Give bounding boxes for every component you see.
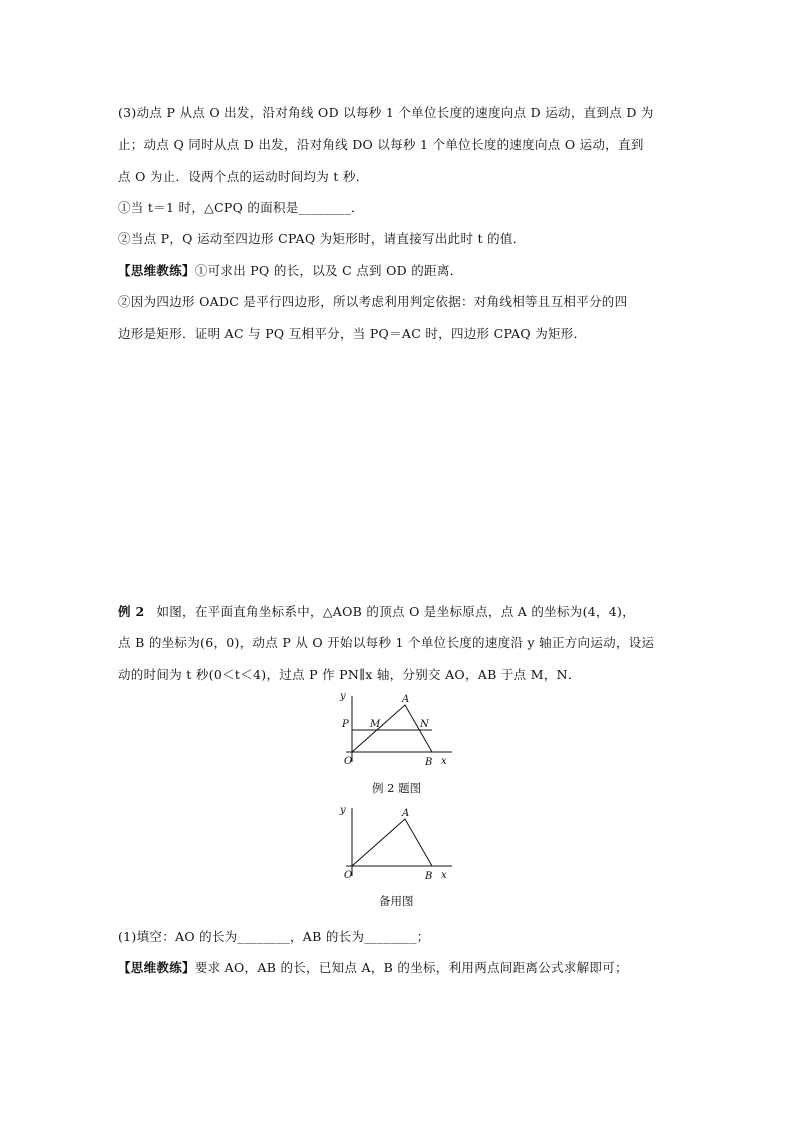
hint-label: 【思维教练】 <box>118 960 195 975</box>
example2-text-1: 如图，在平面直角坐标系中，△AOB 的顶点 O 是坐标原点，点 A 的坐标为(4，4)， <box>156 604 636 619</box>
example2-line-1 <box>118 602 635 620</box>
fig2-label-o: O <box>344 870 353 881</box>
part3-hint-2-line-2: 边形是矩形．证明 AC 与 PQ 互相平分，当 PQ＝AC 时，四边形 CPAQ 为矩形． <box>118 326 587 341</box>
fig1-label-x: x <box>441 756 447 767</box>
fig1-label-m: M <box>370 719 381 730</box>
triangle-aob <box>352 819 432 866</box>
example2-figure <box>336 690 456 768</box>
example2-hint <box>118 958 628 976</box>
figure-1-caption: 例 2 题图 <box>372 781 422 795</box>
part3-hint-2-line-1: ②因为四边形 OADC 是平行四边形，所以考虑利用判定依据：对角线相等且互相平分的四 <box>118 294 628 309</box>
fig1-label-b: B <box>425 757 433 768</box>
part3-line-1: (3)动点 P 从点 O 出发，沿对角线 OD 以每秒 1 个单位长度的速度向点 D 运动，直到点 D 为 <box>118 105 654 120</box>
part3-question-1: ①当 t＝1 时，△CPQ 的面积是________． <box>118 200 364 215</box>
example2-question-1: (1)填空：AO 的长为________，AB 的长为________； <box>118 929 430 944</box>
part3-question-2: ②当点 P，Q 运动至四边形 CPAQ 为矩形时，请直接写出此时 t 的值． <box>118 231 526 246</box>
fig1-label-n: N <box>420 719 429 730</box>
fig1-label-o: O <box>344 756 353 767</box>
hint-text: ①可求出 PQ 的长，以及 C 点到 OD 的距离． <box>194 263 463 278</box>
part3-line-3: 点 O 为止．设两个点的运动时间均为 t 秒． <box>118 169 369 184</box>
figure-2-caption: 备用图 <box>379 894 414 908</box>
fig2-label-a: A <box>402 808 410 819</box>
example2-line-2: 点 B 的坐标为(6，0)，动点 P 从 O 开始以每秒 1 个单位长度的速度沿 y 轴正方向运动，设运 <box>118 635 655 650</box>
part3-line-2: 止；动点 Q 同时从点 D 出发，沿对角线 DO 以每秒 1 个单位长度的速度向点 O 运动，直到 <box>118 137 644 152</box>
fig1-label-a: A <box>402 694 410 705</box>
hint-label: 【思维教练】 <box>118 263 195 278</box>
spare-figure <box>336 802 456 882</box>
example2-line-3: 动的时间为 t 秒(0＜t＜4)，过点 P 作 PN∥x 轴，分别交 AO，AB 于点 M，N． <box>118 667 581 682</box>
fig1-label-p: P <box>342 719 349 730</box>
fig2-label-x: x <box>441 870 447 881</box>
fig2-label-b: B <box>425 871 433 882</box>
fig2-label-y: y <box>340 805 346 816</box>
part3-hint-1 <box>118 261 462 279</box>
fig1-label-y: y <box>340 691 346 702</box>
example-label: 例 2 <box>118 604 145 619</box>
hint-text: 要求 AO，AB 的长，已知点 A，B 的坐标，利用两点间距离公式求解即可； <box>194 960 628 975</box>
